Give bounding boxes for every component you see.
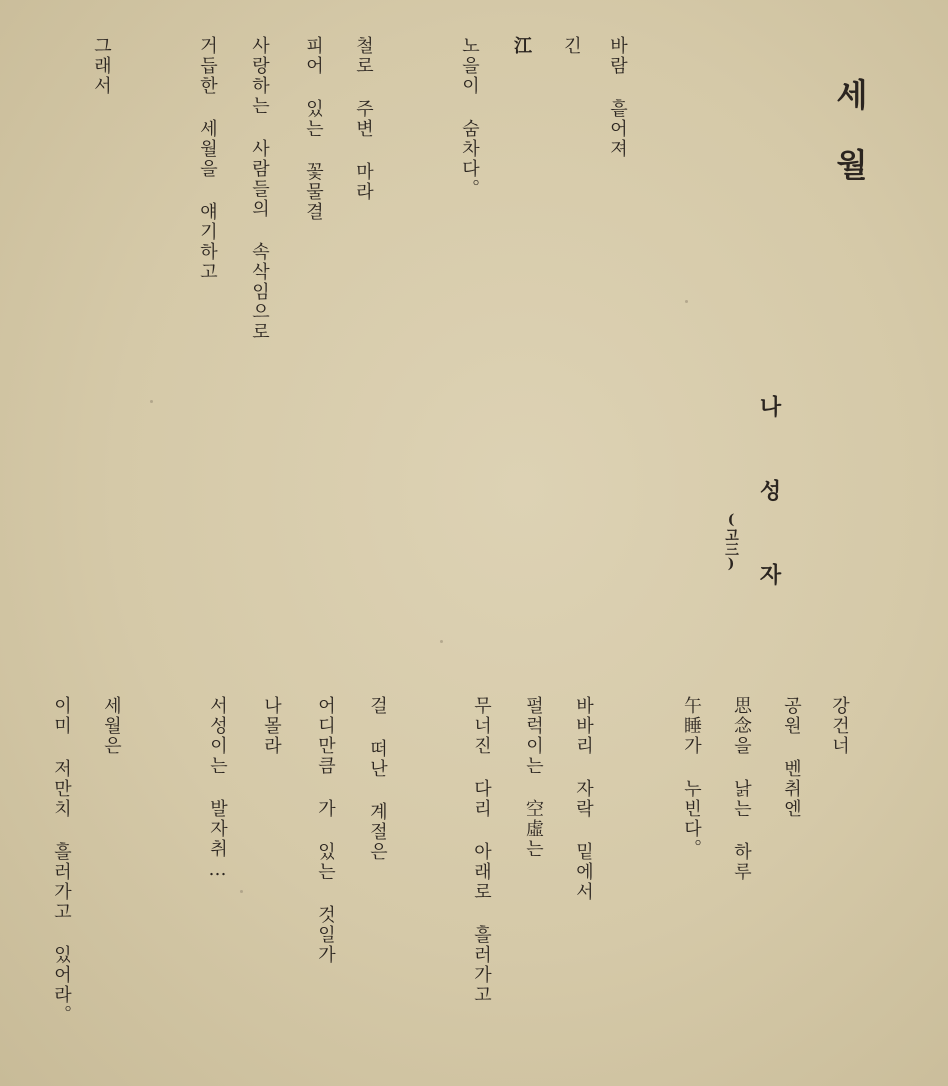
poem-line: 강건너 bbox=[829, 696, 850, 756]
poem-line: 무너진 다리 아래로 흘러가고 bbox=[471, 696, 492, 1005]
poem-line: 피어 있는 꽃물결 bbox=[303, 36, 324, 222]
poem-line: 걸 떠난 계절은 bbox=[367, 696, 388, 862]
paper-speck bbox=[150, 400, 153, 403]
poem-line: 나몰라 bbox=[261, 696, 282, 756]
poem-line: 思念을 낡는 하루 bbox=[731, 696, 752, 882]
poem-line: 江 bbox=[511, 36, 532, 56]
poem-line: 바바리 자락 밑에서 bbox=[573, 696, 594, 902]
paper-speck bbox=[440, 640, 443, 643]
poem-line: 그래서 bbox=[91, 36, 112, 96]
poem-line: 철로 주변 마라 bbox=[353, 36, 374, 202]
poem-line: 펄럭이는 空虛는 bbox=[523, 696, 544, 859]
poem-title: 세 월 bbox=[831, 78, 869, 180]
poem-line: 이미 저만치 흘러가고 있어라。 bbox=[51, 696, 72, 1025]
author-grade: (고三) bbox=[723, 512, 739, 572]
poem-line: 사랑하는 사람들의 속삭임으로 bbox=[249, 36, 270, 342]
poem-line: 서성이는 발자취… bbox=[207, 696, 228, 882]
poem-line: 긴 bbox=[561, 36, 582, 56]
paper-speck bbox=[685, 300, 688, 303]
poem-line: 午睡가 누빈다。 bbox=[681, 696, 702, 859]
poem-line: 바람 흩어져 bbox=[607, 36, 628, 159]
poem-line: 공원 벤취엔 bbox=[781, 696, 802, 819]
author-name: 나 성 자 bbox=[756, 395, 782, 603]
poem-line: 어디만큼 가 있는 것일가 bbox=[315, 696, 336, 965]
poem-line: 세월은 bbox=[101, 696, 122, 756]
poem-line: 거듭한 세월을 얘기하고 bbox=[197, 36, 218, 282]
paper-speck bbox=[240, 890, 243, 893]
poem-line: 노을이 숨차다。 bbox=[459, 36, 480, 199]
